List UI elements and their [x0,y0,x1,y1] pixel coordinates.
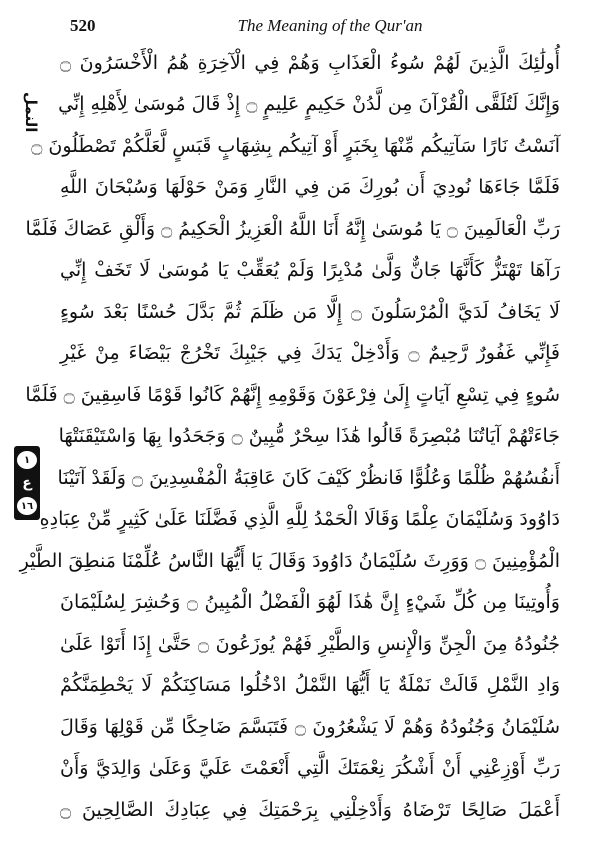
text-line: رَبِّ أَوْزِعْنِي أَنْ أَشْكُرَ نِعْمَتَكَ الَّتِي أَنْعَمْتَ عَلَيَّ وَعَلَىٰ وَالِدَيَّ وَأَنْ [60,757,560,779]
text-line: أَنفُسُهُمْ ظُلْمًا وَعُلُوًّا فَانظُرْ كَيْفَ كَانَ عَاقِبَةُ الْمُفْسِدِينَ ۝ وَلَقَدْ آتَيْنَا [57,467,560,489]
text-line: آنَسْتُ نَارًا سَآتِيكُم مِّنْهَا بِخَبَرٍ أَوْ آتِيكُم بِشِهَابٍ قَبَسٍ لَّعَلَّكُمْ تَصْطَلُونَ ۝ [31,135,560,157]
text-line: جَاءَتْهُمْ آيَاتُنَا مُبْصِرَةً قَالُوا هَٰذَا سِحْرٌ مُّبِينٌ ۝ وَجَحَدُوا بِهَا وَاسْتَيْقَنَتْهَا [58,425,560,447]
text-line: جُنُودُهُ مِنَ الْجِنِّ وَالْإِنسِ وَالطَّيْرِ فَهُمْ يُوزَعُونَ ۝ حَتَّىٰ إِذَا أَتَوْا عَلَىٰ [60,633,561,655]
text-line: الْمُؤْمِنِينَ ۝ وَوَرِثَ سُلَيْمَانُ دَاوُودَ وَقَالَ يَا أَيُّهَا النَّاسُ عُلِّمْنَا مَنطِقَ الطَّيْرِ [19,550,560,572]
marker-top: ١ [17,451,37,469]
text-line: أُولَٰئِكَ الَّذِينَ لَهُمْ سُوءُ الْعَذَابِ وَهُمْ فِي الْآخِرَةِ هُمُ الْأَخْسَرُونَ ۝ [60,52,560,74]
text-line: وَادِ النَّمْلِ قَالَتْ نَمْلَةٌ يَا أَيُّهَا النَّمْلُ ادْخُلُوا مَسَاكِنَكُمْ لَا يَحْطِمَنَّكُمْ [60,674,560,696]
marker-bottom: ١٦ [17,497,37,515]
text-line: دَاوُودَ وَسُلَيْمَانَ عِلْمًا وَقَالَا الْحَمْدُ لِلَّهِ الَّذِي فَضَّلَنَا عَلَىٰ كَثِيرٍ مِّنْ عِبَادِهِ [39,508,560,530]
marker-middle: ع [22,475,32,491]
running-title: The Meaning of the Qur'an [237,16,423,35]
text-line: رَبِّ الْعَالَمِينَ ۝ يَا مُوسَىٰ إِنَّهُ أَنَا اللَّهُ الْعَزِيزُ الْحَكِيمُ ۝ وَأَلْقِ عَصَاكَ فَلَمَّا [25,218,560,240]
text-line: سُلَيْمَانُ وَجُنُودُهُ وَهُمْ لَا يَشْعُرُونَ ۝ فَتَبَسَّمَ ضَاحِكًا مِّن قَوْلِهَا وَقَالَ [60,716,560,738]
text-line: فَإِنِّي غَفُورٌ رَّحِيمٌ ۝ وَأَدْخِلْ يَدَكَ فِي جَيْبِكَ تَخْرُجْ بَيْضَاءَ مِنْ غَيْرِ [60,342,560,364]
text-line: رَآهَا تَهْتَزُّ كَأَنَّهَا جَانٌّ وَلَّىٰ مُدْبِرًا وَلَمْ يُعَقِّبْ يَا مُوسَىٰ لَا تَخَفْ إِنِّي [60,259,560,281]
text-line: فَلَمَّا جَاءَهَا نُودِيَ أَن بُورِكَ مَن فِي النَّارِ وَمَنْ حَوْلَهَا وَسُبْحَانَ اللَّهِ [60,176,560,198]
ruku-marker [14,446,40,520]
text-line: سُوءٍ فِي تِسْعِ آيَاتٍ إِلَىٰ فِرْعَوْنَ وَقَوْمِهِ إِنَّهُمْ كَانُوا قَوْمًا فَاسِقِينَ ۝ فَلَمَّا [25,384,560,406]
surah-side-label: النمل [22,92,40,133]
text-line: أَعْمَلَ صَالِحًا تَرْضَاهُ وَأَدْخِلْنِي بِرَحْمَتِكَ فِي عِبَادِكَ الصَّالِحِينَ ۝ [60,799,560,821]
text-line: لَا يَخَافُ لَدَيَّ الْمُرْسَلُونَ ۝ إِلَّا مَن ظَلَمَ ثُمَّ بَدَّلَ حُسْنًا بَعْدَ سُوءٍ [60,301,560,323]
page-header [0,0,600,40]
page-number: 520 [70,16,96,35]
text-line: وَأُوتِينَا مِن كُلِّ شَيْءٍ إِنَّ هَٰذَا لَهُوَ الْفَضْلُ الْمُبِينُ ۝ وَحُشِرَ لِسُلَيْمَانَ [60,591,560,613]
text-line: وَإِنَّكَ لَتُلَقَّى الْقُرْآنَ مِن لَّدُنْ حَكِيمٍ عَلِيمٍ ۝ إِذْ قَالَ مُوسَىٰ لِأَهْلِهِ إِنِّي [58,93,560,115]
